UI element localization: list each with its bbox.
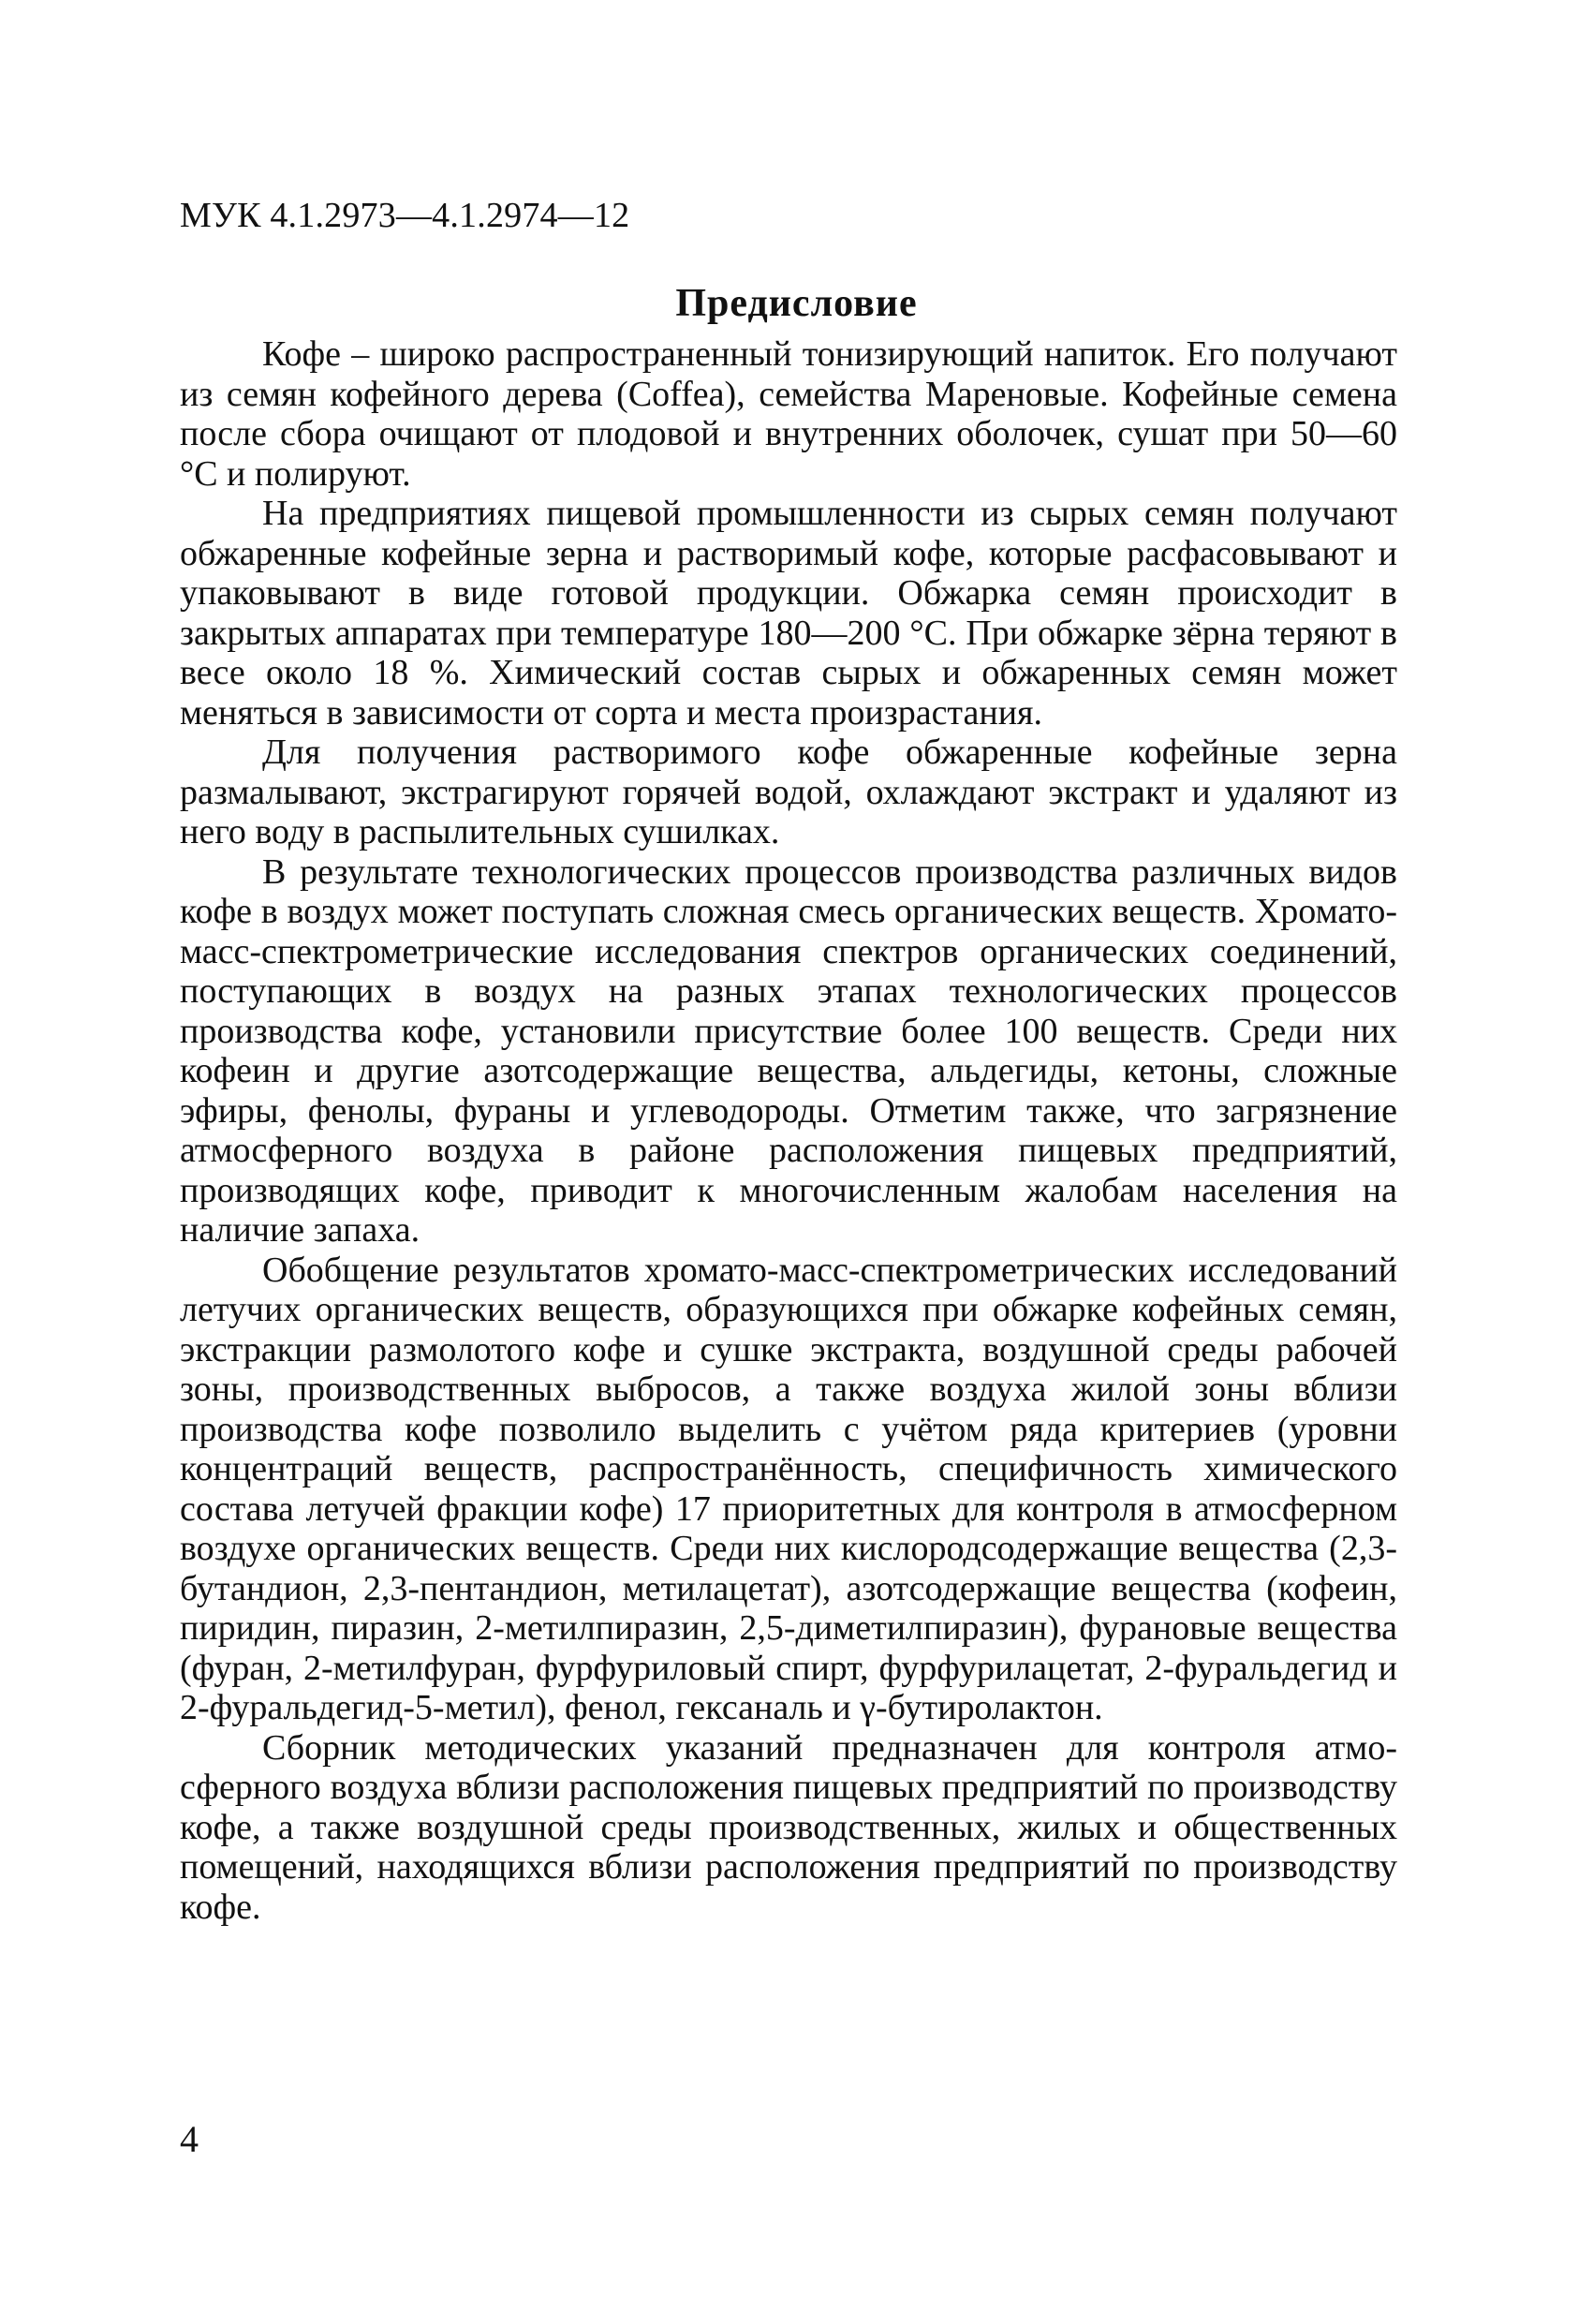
page-number: 4 xyxy=(180,2118,199,2160)
paragraph-3: Для получения растворимого кофе обжаренные кофейные зерна размалывают, экстрагируют горячей водой, охлаждают экстракт и удаляют из него воду в распылительных сушилках. xyxy=(180,733,1397,851)
body-text xyxy=(180,334,1397,1927)
document-code-header: МУК 4.1.2973—4.1.2974—12 xyxy=(180,196,630,235)
section-title: Предисловие xyxy=(675,282,918,325)
paragraph-6: Сборник методических указаний предназначен для контроля атмосферного воздуха вблизи расположения пищевых предприятий по производству кофе, а также воздушной среды производственных, жилых и общественных помещений, находящихся вблизи расположения предприятий по производству кофе. xyxy=(180,1727,1397,1927)
paragraph-4: В результате технологических процессов производства различных видов кофе в воздух может поступать сложная смесь органических веществ. Хромато-масс-спектрометрические исследования спектров органических соединений, поступающих в воздух на разных этапах технологических процессов производства кофе, установили присутствие более 100 веществ. Среди них кофеин и другие азотсодержащие вещества, альдегиды, кетоны, сложные эфиры, фенолы, фураны и углеводороды. Отметим также, что загрязнение атмосферного воздуха в районе расположения пищевых предприятий, производящих кофе, приводит к многочисленным жалобам населения на наличие запаха. xyxy=(180,851,1397,1250)
paragraph-5: Обобщение результатов хромато-масс-спектрометрических исследований летучих органических веществ, образующихся при обжарке кофейных семян, экстракции размолотого кофе и сушке экстракта, воздушной среды рабочей зоны, производственных выбросов, а также воздуха жилой зоны вблизи производства кофе позволило выделить с учётом ряда критериев (уровни концентраций веществ, распространённость, специфичность химического состава летучей фракции кофе) 17 приоритетных для контроля в атмосферном воздухе органических веществ. Среди них кислородсодержащие вещества (2,3-бутандион, 2,3-пентандион, метилацетат), азотсодержащие вещества (кофеин, пиридин, пиразин, 2-метилпиразин, 2,5-диметилпиразин), фурановые вещества (фуран, 2-метилфуран, фурфуриловый спирт, фурфурилацетат, 2-фуральдегид и 2-фуральдегид-5-метил), фенол, гексаналь и γ-бутиролактон. xyxy=(180,1250,1397,1727)
paragraph-2: На предприятиях пищевой промышленности из сырых семян получают обжаренные кофейные зерна и растворимый кофе, которые расфасовывают и упаковывают в виде готовой продукции. Обжарка семян происходит в закрытых аппаратах при температуре 180—200 °С. При обжарке зёрна теряют в весе около 18 %. Химический состав сырых и обжаренных семян может меняться в зависимости от сорта и места произрастания. xyxy=(180,494,1397,733)
paragraph-1: Кофе – широко распространенный тонизирующий напиток. Его получают из семян кофейного дерева (Coffea), семейства Мареновые. Кофейные семена после сбора очищают от плодовой и внутренних оболочек, сушат при 50—60 °С и полируют. xyxy=(180,334,1397,494)
